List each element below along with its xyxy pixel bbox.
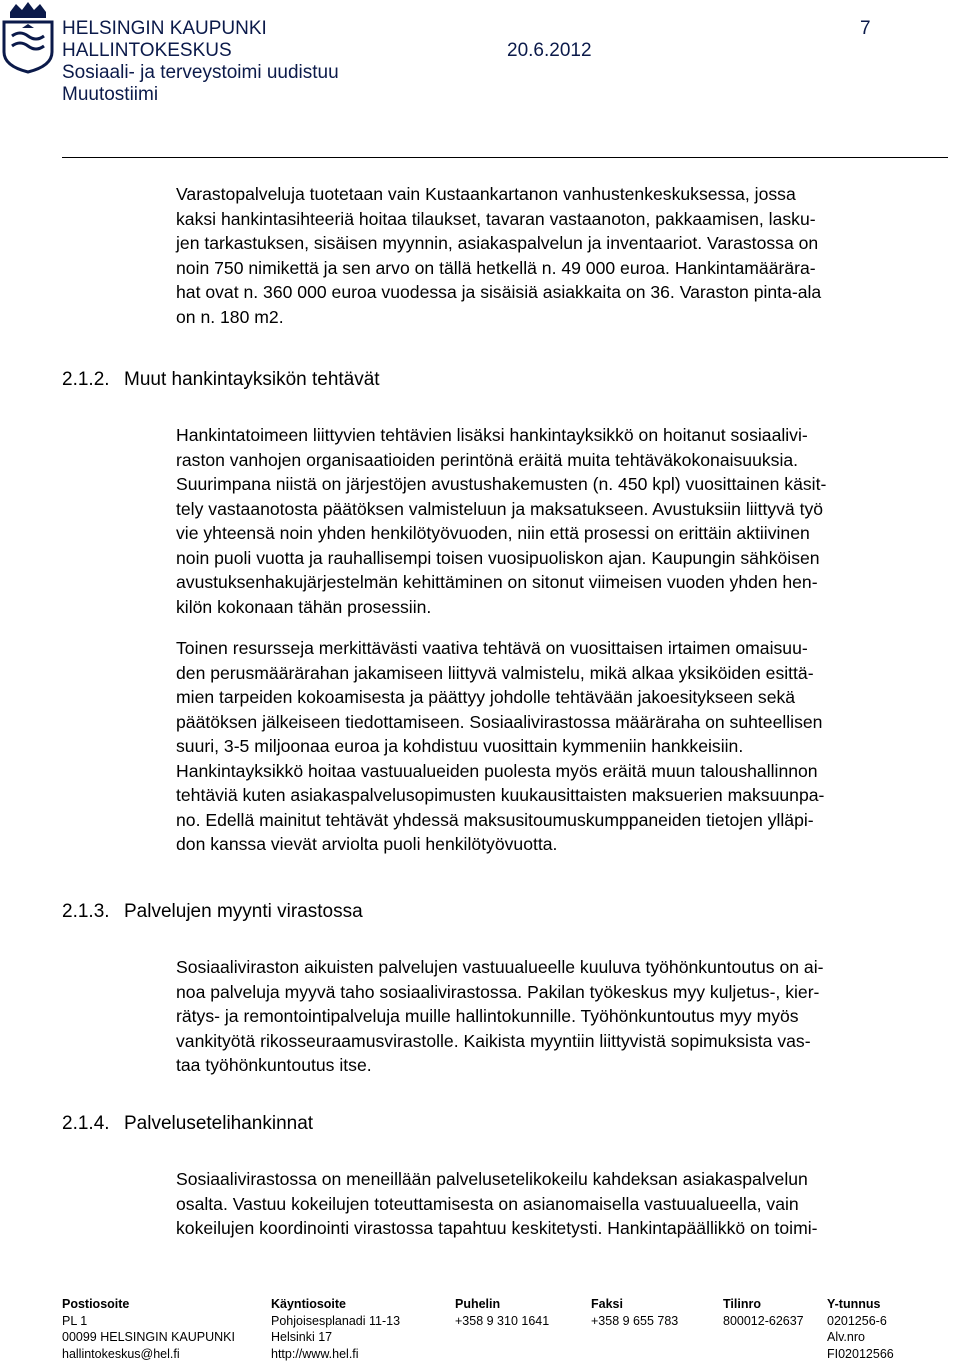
footer-value: Helsinki 17 bbox=[271, 1330, 333, 1345]
header-doc-type: Muutostiimi bbox=[62, 84, 159, 105]
section-heading-2-1-4 bbox=[62, 1113, 313, 1135]
footer-value: FI02012566 bbox=[827, 1346, 894, 1361]
text-line: vankityötä rikosseuraamusvirastolle. Kaikista myyntiin liittyvistä sopimuksista vas- bbox=[176, 1030, 811, 1051]
footer-label: Tilinro bbox=[723, 1297, 761, 1311]
footer-value: PL 1 bbox=[62, 1313, 88, 1328]
text-line: noa palveluja myyvä taho sosiaalivirastossa. Pakilan työkeskus myy kuljetus-, kier- bbox=[176, 981, 820, 1002]
footer-value: 0201256-6 bbox=[827, 1313, 887, 1328]
section-number: 2.1.2. bbox=[62, 369, 110, 390]
footer-label: Y-tunnus bbox=[827, 1297, 881, 1311]
section-number: 2.1.4. bbox=[62, 1113, 110, 1134]
text-line: mien tarpeiden kokoamisesta ja päättyy johdolle tehtävään jakoesitykseen sekä bbox=[176, 687, 796, 707]
footer-label: Puhelin bbox=[455, 1297, 501, 1311]
section-heading-2-1-2 bbox=[62, 369, 380, 391]
header-department: HALLINTOKESKUS bbox=[62, 40, 232, 61]
text-line: kilön kokonaan tähän prosessiin. bbox=[176, 596, 432, 617]
header-project: Sosiaali- ja terveystoimi uudistuu bbox=[62, 62, 339, 83]
text-line: osalta. Vastuu kokeilujen toteuttamisesta on asianomaisella vastuualueella, vain bbox=[176, 1193, 799, 1214]
text-line: Sosiaaliviraston aikuisten palvelujen vastuualueelle kuuluva työhönkuntoutus on ai- bbox=[176, 957, 824, 977]
text-line: kokeilujen koordinointi virastossa tapahtuu keskitetysti. Hankintapäällikkö on toimi- bbox=[176, 1218, 818, 1238]
footer-label: Postiosoite bbox=[62, 1297, 130, 1311]
section-number: 2.1.3. bbox=[62, 901, 110, 922]
header-org: HELSINGIN KAUPUNKI bbox=[62, 18, 267, 39]
text-line: Sosiaalivirastossa on meneillään palvelusetelikokeilu kahdeksan asiakaspalvelun bbox=[176, 1169, 808, 1189]
page-number: 7 bbox=[860, 18, 871, 39]
text-line: tehtäviä kuten asiakaspalvelusopimusten kuukausittaisten maksuerien maksuunpa- bbox=[176, 785, 825, 805]
footer-postal-address bbox=[62, 1296, 235, 1362]
footer-email: hallintokeskus@hel.fi bbox=[62, 1346, 180, 1361]
section-2-1-4-paragraph bbox=[176, 1167, 818, 1241]
footer-website: http://www.hel.fi bbox=[271, 1346, 359, 1361]
text-line: taa työhönkuntoutus itse. bbox=[176, 1055, 372, 1075]
footer-label: Faksi bbox=[591, 1297, 623, 1311]
text-line: kaksi hankintasihteeriä hoitaa tilaukset, tavaran vastaanoton, pakkaamisen, lasku- bbox=[176, 208, 816, 229]
text-line: Hankintatoimeen liittyvien tehtävien lisäksi hankintayksikkö on hoitanut sosiaalivi- bbox=[176, 425, 808, 445]
text-line: don kanssa vievät arviolta puoli henkilötyövuotta. bbox=[176, 834, 558, 854]
footer-business-id bbox=[827, 1296, 894, 1362]
text-line: vie yhteensä noin yhden henkilötyövuoden, niin että prosessi on erittäin aktiivinen bbox=[176, 523, 810, 543]
footer-value: Pohjoisesplanadi 11-13 bbox=[271, 1313, 401, 1328]
text-line: tely vastaanotosta päätöksen valmisteluun ja maksatukseen. Avustuksiin liittyvä työ bbox=[176, 498, 824, 519]
section-2-1-3-paragraph bbox=[176, 955, 823, 1078]
section-title: Palvelujen myynti virastossa bbox=[124, 901, 363, 922]
footer-visiting-address bbox=[271, 1296, 400, 1362]
footer-value: 00099 HELSINGIN KAUPUNKI bbox=[62, 1330, 235, 1345]
text-line: Varastopalveluja tuotetaan vain Kustaankartanon vanhustenkeskuksessa, jossa bbox=[176, 184, 796, 204]
text-line: noin 750 nimikettä ja sen arvo on tällä hetkellä n. 49 000 euroa. Hankintamäärära- bbox=[176, 257, 816, 278]
text-line: no. Edellä mainitut tehtävät yhdessä maksusitoumuskumppaneiden tietojen ylläpi- bbox=[176, 809, 814, 830]
intro-paragraph bbox=[176, 182, 821, 329]
text-line: suuri, 3-5 miljoonaa euroa ja kohdistuu vuosittain kymmeniin hankkeisiin. bbox=[176, 736, 744, 756]
section-title: Palvelusetelihankinnat bbox=[124, 1113, 314, 1134]
text-line: den perusmäärärahan jakamiseen liittyvä valmistelu, mikä alkaa yksiköiden esittä- bbox=[176, 662, 814, 683]
section-2-1-2-paragraph-2 bbox=[176, 636, 824, 857]
footer-value: 800012-62637 bbox=[723, 1313, 804, 1328]
text-line: päätöksen jälkeiseen tiedottamiseen. Sosiaalivirastossa määräraha on suhteellisen bbox=[176, 711, 823, 732]
footer-value: +358 9 310 1641 bbox=[455, 1313, 550, 1328]
text-line: on n. 180 m2. bbox=[176, 306, 284, 327]
section-title: Muut hankintayksikön tehtävät bbox=[124, 369, 380, 390]
text-line: noin puoli vuotta ja rauhallisempi toisen vuosipuoliskon ajan. Kaupungin sähköisen bbox=[176, 547, 820, 568]
section-2-1-2-paragraph-1 bbox=[176, 423, 826, 619]
text-line: Toinen resursseja merkittävästi vaativa tehtävä on vuosittaisen irtaimen omaisuu- bbox=[176, 638, 808, 658]
helsinki-crest-logo bbox=[0, 0, 56, 74]
text-line: hat ovat n. 360 000 euroa vuodessa ja sisäisiä asiakkaita on 36. Varaston pinta-ala bbox=[176, 282, 822, 302]
footer-phone bbox=[455, 1296, 549, 1329]
text-line: Suurimpana niistä on järjestöjen avustushakemusten (n. 450 kpl) vuosittainen käsit- bbox=[176, 474, 827, 494]
footer-fax bbox=[591, 1296, 678, 1329]
text-line: Hankintayksikkö hoitaa vastuualueiden puolesta myös eräitä muun taloushallinnon bbox=[176, 760, 818, 781]
text-line: jen tarkastuksen, sisäisen myynnin, asiakaspalvelun ja inventaariot. Varastossa on bbox=[176, 233, 819, 253]
section-heading-2-1-3 bbox=[62, 901, 363, 923]
text-line: raston vanhojen organisaatioiden perintönä eräitä muita tehtäväkokonaisuuksia. bbox=[176, 449, 799, 470]
header-divider bbox=[62, 157, 948, 158]
text-line: rätys- ja remontointipalveluja muille hallintokunnille. Työhönkuntoutus myy myös bbox=[176, 1006, 799, 1026]
text-line: avustuksenhakujärjestelmän kehittäminen on sitonut viimeisen vuoden yhden hen- bbox=[176, 572, 818, 592]
footer-value: +358 9 655 783 bbox=[591, 1313, 679, 1328]
header-date: 20.6.2012 bbox=[507, 40, 592, 61]
footer-account bbox=[723, 1296, 804, 1329]
footer-label: Käyntiosoite bbox=[271, 1297, 347, 1311]
footer-value: Alv.nro bbox=[827, 1330, 865, 1345]
